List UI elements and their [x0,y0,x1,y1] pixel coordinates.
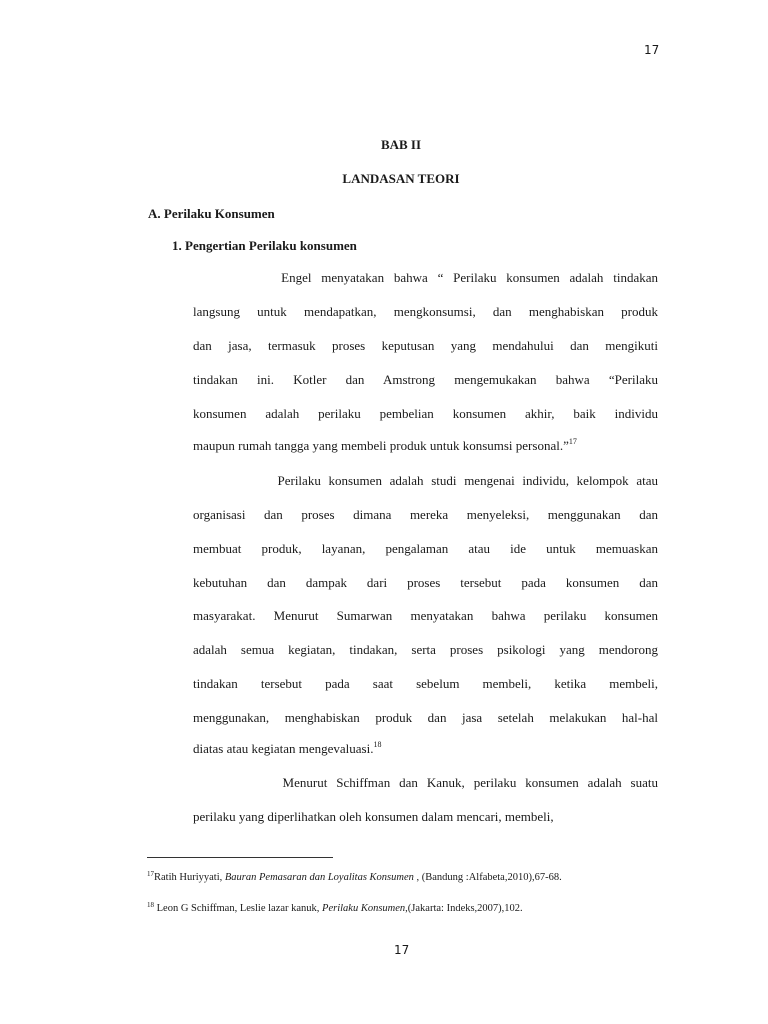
paragraph-1-line: dan jasa, termasuk proses keputusan yang mendahului dan mengikuti [193,338,658,353]
paragraph-1-last-line [193,438,658,454]
footnote-publication: ,(Jakarta: Indeks,2007),102. [405,903,523,914]
chapter-heading: BAB II [380,137,422,152]
paragraph-1-line: Engel menyatakan bahwa “ Perilaku konsumen adalah tindakan [193,270,658,285]
paragraph-2-line: organisasi dan proses dimana mereka menyeleksi, menggunakan dan [193,507,658,522]
paragraph-2-last-line [193,741,658,757]
paragraph-1-line: konsumen adalah perilaku pembelian konsumen akhir, baik individu [193,406,658,421]
paragraph-2-text: diatas atau kegiatan mengevaluasi. [193,741,374,756]
footnote-divider [147,857,333,858]
paragraph-3-line: perilaku yang diperlihatkan oleh konsumen dalam mencari, membeli, [193,809,554,824]
footnote-book-title: Bauran Pemasaran dan Loyalitas Konsumen [224,872,414,883]
paragraph-2-line: masyarakat. Menurut Sumarwan menyatakan bahwa perilaku konsumen [193,608,658,623]
paragraph-2-line: tindakan tersebut pada saat sebelum membeli, ketika membeli, [193,676,658,691]
subsection-heading-1: 1. Pengertian Perilaku konsumen [172,238,357,253]
paragraph-1-line: tindakan ini. Kotler dan Amstrong mengemukakan bahwa “Perilaku [193,372,658,387]
page-number-top: 17 [644,43,660,57]
footnote-author: Leon G Schiffman, Leslie lazar kanuk, [154,903,323,914]
paragraph-2-line: Perilaku konsumen adalah studi mengenai individu, kelompok atau [193,473,658,488]
page-number-bottom: 17 [394,943,410,957]
footnote-book-title: Perilaku Konsumen [322,903,406,914]
paragraph-2-line: membuat produk, layanan, pengalaman atau ide untuk memuaskan [193,541,658,556]
paragraph-2-line: menggunakan, menghabiskan produk dan jasa setelah melakukan hal-hal [193,710,658,725]
footnote-ref-17: 17 [568,437,577,446]
footnote-author: Ratih Huriyyati, [154,872,225,883]
paragraph-2-line: adalah semua kegiatan, tindakan, serta proses psikologi yang mendorong [193,642,658,657]
footnote-ref-18: 18 [373,740,382,749]
paragraph-3-line: Menurut Schiffman dan Kanuk, perilaku konsumen adalah suatu [193,775,658,790]
chapter-title: LANDASAN TEORI [342,171,460,186]
footnote-18 [147,902,659,915]
footnote-number: 17 [147,870,154,878]
footnote-publication: , (Bandung :Alfabeta,2010),67-68. [413,872,562,883]
footnote-number: 18 [147,901,154,909]
footnote-17 [147,871,659,884]
paragraph-1-text: maupun rumah tangga yang membeli produk untuk konsumsi personal.” [193,438,569,453]
paragraph-2-line: kebutuhan dan dampak dari proses tersebut pada konsumen dan [193,575,658,590]
section-heading-a: A. Perilaku Konsumen [148,206,275,221]
paragraph-1-line: langsung untuk mendapatkan, mengkonsumsi, dan menghabiskan produk [193,304,658,319]
